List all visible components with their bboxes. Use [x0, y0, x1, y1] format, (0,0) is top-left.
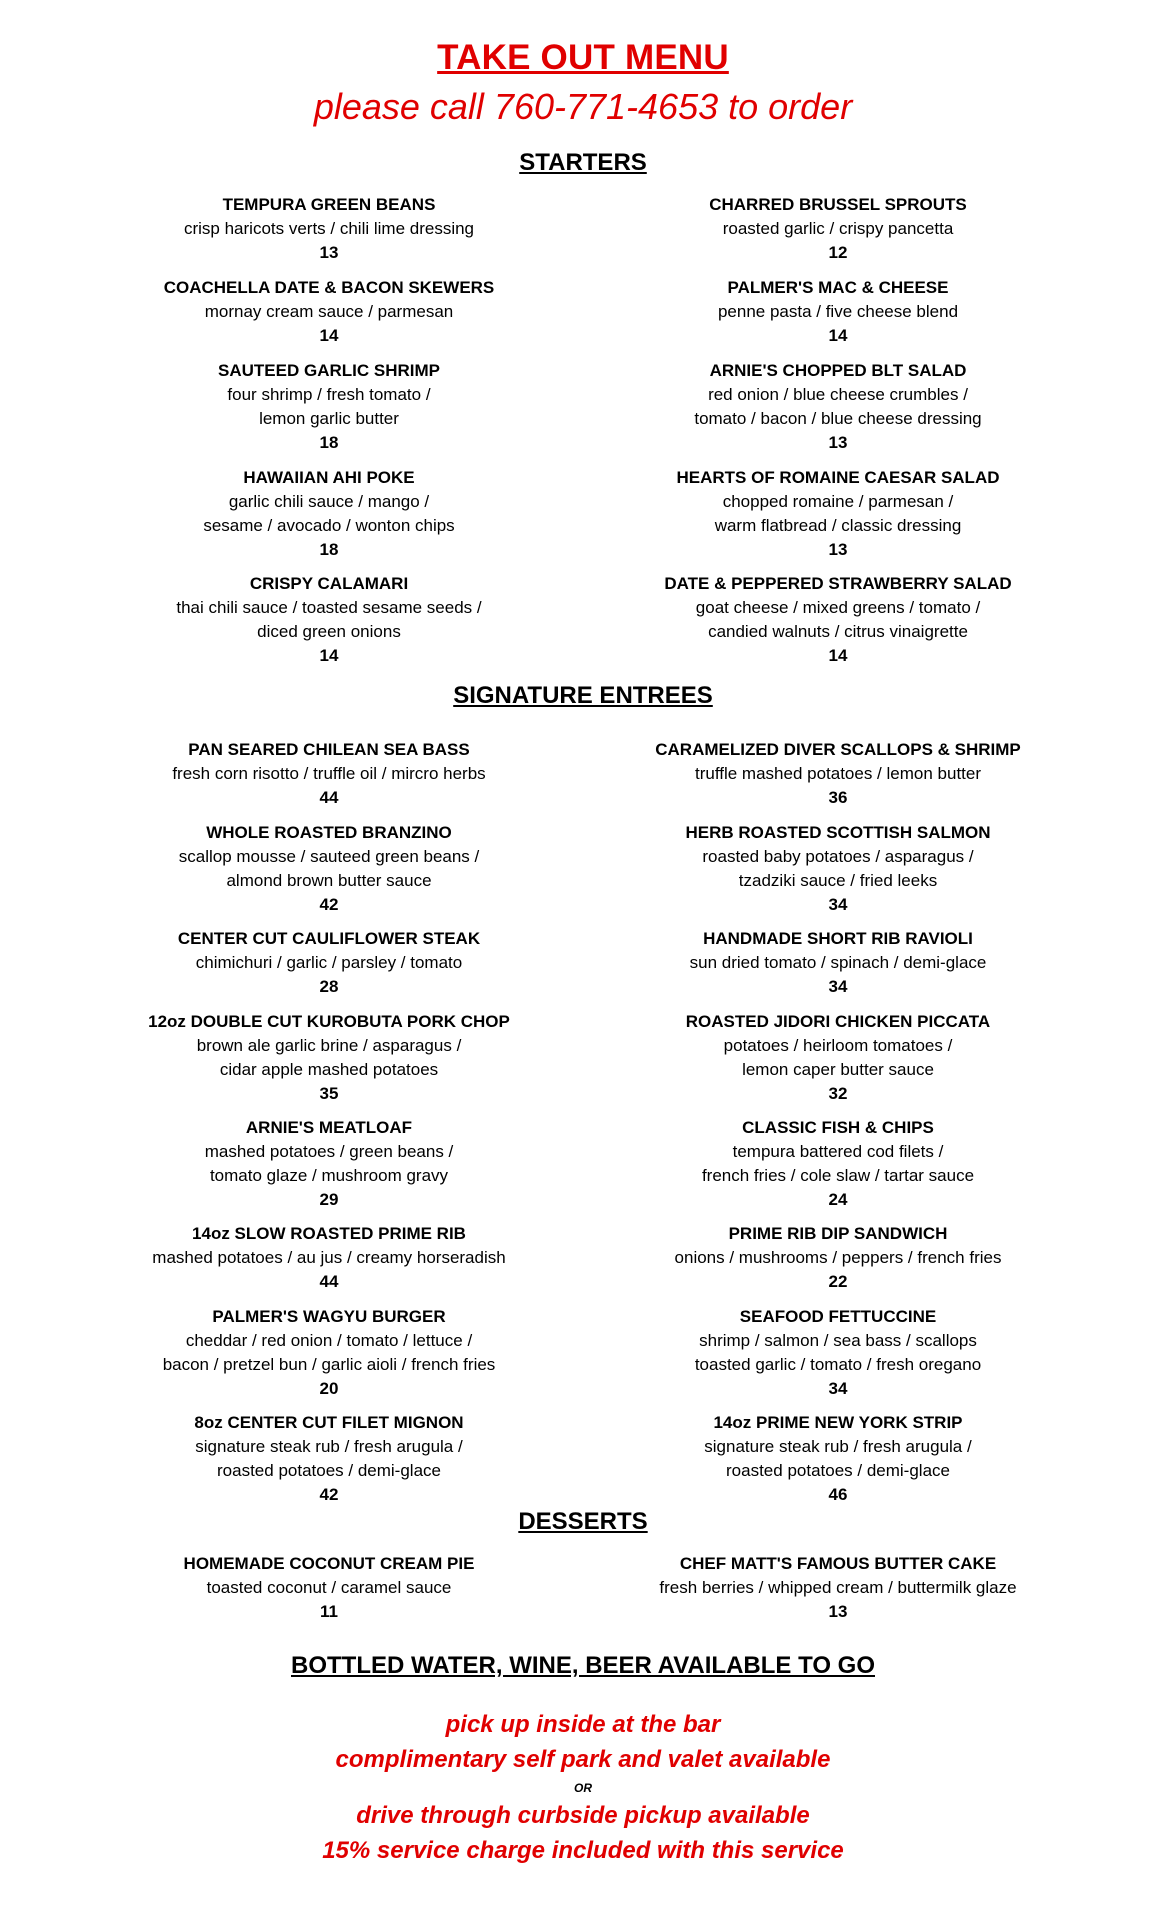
item-price: 13 — [828, 540, 848, 559]
item-description: warm flatbread / classic dressing — [714, 516, 962, 535]
menu-item — [109, 927, 549, 999]
menu-item — [109, 821, 549, 917]
item-description: mornay cream sauce / parmesan — [204, 302, 454, 321]
item-description: lemon caper butter sauce — [742, 1060, 934, 1079]
menu-item — [618, 738, 1058, 810]
item-description: cheddar / red onion / tomato / lettuce / — [185, 1331, 473, 1350]
item-name: CRISPY CALAMARI — [249, 574, 409, 593]
order-phone-line[interactable]: please call 760-771-4653 to order — [313, 86, 853, 127]
item-description: four shrimp / fresh tomato / — [227, 385, 431, 404]
item-description: roasted baby potatoes / asparagus / — [702, 847, 974, 866]
item-price: 22 — [828, 1272, 848, 1291]
item-price: 44 — [319, 788, 339, 807]
starters-heading: STARTERS — [519, 149, 647, 176]
item-description: toasted coconut / caramel sauce — [206, 1578, 452, 1597]
item-name: CARAMELIZED DIVER SCALLOPS & SHRIMP — [655, 740, 1021, 759]
menu-item — [618, 1552, 1058, 1624]
item-description: mashed potatoes / au jus / creamy horseradish — [152, 1248, 506, 1267]
item-price: 18 — [319, 433, 339, 452]
menu-item — [618, 1116, 1058, 1212]
item-description: tomato glaze / mushroom gravy — [209, 1166, 449, 1185]
menu-item — [109, 1222, 549, 1294]
item-description: tomato / bacon / blue cheese dressing — [694, 409, 982, 428]
item-description: chopped romaine / parmesan / — [722, 492, 954, 511]
item-description: goat cheese / mixed greens / tomato / — [695, 598, 981, 617]
desserts-heading: DESSERTS — [518, 1508, 648, 1535]
item-price: 34 — [828, 895, 848, 914]
menu-item — [618, 359, 1058, 455]
item-name: SAUTEED GARLIC SHRIMP — [218, 361, 440, 380]
menu-item — [109, 572, 549, 668]
item-description: diced green onions — [257, 622, 401, 641]
item-description: roasted garlic / crispy pancetta — [722, 219, 954, 238]
menu-item — [618, 1305, 1058, 1401]
menu-item — [109, 1411, 549, 1507]
item-name: COACHELLA DATE & BACON SKEWERS — [163, 278, 495, 297]
item-name: ARNIE'S MEATLOAF — [245, 1118, 413, 1137]
parking-note: complimentary self park and valet available — [335, 1746, 831, 1773]
item-description: signature steak rub / fresh arugula / — [195, 1437, 463, 1456]
item-price: 20 — [319, 1379, 339, 1398]
item-description: chimichuri / garlic / parsley / tomato — [195, 953, 463, 972]
item-description: lemon garlic butter — [259, 409, 399, 428]
item-description: shrimp / salmon / sea bass / scallops — [699, 1331, 977, 1350]
item-name: DATE & PEPPERED STRAWBERRY SALAD — [664, 574, 1012, 593]
menu-item — [109, 193, 549, 265]
item-name: SEAFOOD FETTUCCINE — [739, 1307, 937, 1326]
item-name: PALMER'S MAC & CHEESE — [727, 278, 949, 297]
menu-item — [618, 1010, 1058, 1106]
item-price: 18 — [319, 540, 339, 559]
menu-item — [618, 821, 1058, 917]
menu-item — [618, 193, 1058, 265]
item-description: signature steak rub / fresh arugula / — [704, 1437, 972, 1456]
item-description: red onion / blue cheese crumbles / — [708, 385, 968, 404]
item-price: 34 — [828, 977, 848, 996]
item-name: 12oz DOUBLE CUT KUROBUTA PORK CHOP — [148, 1012, 510, 1031]
beverages-heading: BOTTLED WATER, WINE, BEER AVAILABLE TO GO — [291, 1652, 875, 1679]
menu-item — [618, 466, 1058, 562]
menu-item — [618, 1411, 1058, 1507]
menu-item — [109, 1116, 549, 1212]
item-price: 35 — [319, 1084, 339, 1103]
entrees-heading: SIGNATURE ENTREES — [453, 682, 713, 709]
item-name: PRIME RIB DIP SANDWICH — [728, 1224, 948, 1243]
item-name: CHEF MATT'S FAMOUS BUTTER CAKE — [679, 1554, 997, 1573]
item-description: crisp haricots verts / chili lime dressing — [183, 219, 475, 238]
item-name: ROASTED JIDORI CHICKEN PICCATA — [685, 1012, 991, 1031]
menu-item — [109, 1552, 549, 1624]
item-description: sun dried tomato / spinach / demi-glace — [689, 953, 987, 972]
item-name: HANDMADE SHORT RIB RAVIOLI — [703, 929, 973, 948]
item-price: 28 — [319, 977, 339, 996]
item-price: 11 — [320, 1602, 338, 1621]
or-separator: OR — [574, 1781, 592, 1795]
item-price: 14 — [828, 326, 848, 345]
item-description: brown ale garlic brine / asparagus / — [196, 1036, 462, 1055]
item-price: 32 — [828, 1084, 848, 1103]
item-price: 42 — [319, 895, 339, 914]
item-name: HEARTS OF ROMAINE CAESAR SALAD — [676, 468, 1000, 487]
item-name: CLASSIC FISH & CHIPS — [742, 1118, 934, 1137]
menu-item — [109, 1305, 549, 1401]
item-name: CENTER CUT CAULIFLOWER STEAK — [177, 929, 481, 948]
item-description: scallop mousse / sauteed green beans / — [178, 847, 480, 866]
pickup-note: pick up inside at the bar — [445, 1711, 721, 1738]
menu-item — [109, 1010, 549, 1106]
item-description: thai chili sauce / toasted sesame seeds / — [176, 598, 482, 617]
item-name: TEMPURA GREEN BEANS — [222, 195, 436, 214]
item-description: roasted potatoes / demi-glace — [726, 1461, 950, 1480]
menu-item — [618, 572, 1058, 668]
item-description: tzadziki sauce / fried leeks — [738, 871, 938, 890]
menu-item — [109, 276, 549, 348]
item-price: 34 — [828, 1379, 848, 1398]
menu-item — [618, 927, 1058, 999]
item-name: WHOLE ROASTED BRANZINO — [206, 823, 452, 842]
item-description: garlic chili sauce / mango / — [228, 492, 430, 511]
item-description: tempura battered cod filets / — [732, 1142, 944, 1161]
item-description: mashed potatoes / green beans / — [204, 1142, 454, 1161]
menu-item — [109, 738, 549, 810]
item-description: potatoes / heirloom tomatoes / — [723, 1036, 953, 1055]
item-name: PAN SEARED CHILEAN SEA BASS — [188, 740, 470, 759]
item-price: 12 — [828, 243, 848, 262]
item-description: penne pasta / five cheese blend — [717, 302, 959, 321]
service-charge-note: 15% service charge included with this service — [322, 1837, 844, 1864]
menu-item — [109, 359, 549, 455]
item-price: 13 — [828, 1602, 848, 1621]
item-description: candied walnuts / citrus vinaigrette — [708, 622, 968, 641]
item-price: 13 — [828, 433, 848, 452]
item-price: 24 — [828, 1190, 848, 1209]
item-name: CHARRED BRUSSEL SPROUTS — [709, 195, 967, 214]
item-name: HERB ROASTED SCOTTISH SALMON — [685, 823, 991, 842]
item-description: toasted garlic / tomato / fresh oregano — [694, 1355, 982, 1374]
item-description: french fries / cole slaw / tartar sauce — [701, 1166, 975, 1185]
item-price: 13 — [319, 243, 339, 262]
item-price: 14 — [319, 326, 339, 345]
item-price: 14 — [319, 646, 339, 665]
item-price: 36 — [828, 788, 848, 807]
curbside-note: drive through curbside pickup available — [356, 1802, 810, 1829]
item-name: ARNIE'S CHOPPED BLT SALAD — [709, 361, 967, 380]
item-name: HAWAIIAN AHI POKE — [243, 468, 415, 487]
menu-title: TAKE OUT MENU — [437, 38, 729, 77]
item-price: 46 — [828, 1485, 848, 1504]
menu-item — [618, 1222, 1058, 1294]
item-price: 42 — [319, 1485, 339, 1504]
menu-item — [109, 466, 549, 562]
item-description: sesame / avocado / wonton chips — [203, 516, 455, 535]
item-name: 8oz CENTER CUT FILET MIGNON — [194, 1413, 464, 1432]
item-description: cidar apple mashed potatoes — [219, 1060, 439, 1079]
item-name: 14oz PRIME NEW YORK STRIP — [713, 1413, 963, 1432]
item-price: 29 — [319, 1190, 339, 1209]
item-description: roasted potatoes / demi-glace — [217, 1461, 441, 1480]
item-description: fresh berries / whipped cream / buttermilk glaze — [659, 1578, 1017, 1597]
item-description: almond brown butter sauce — [226, 871, 432, 890]
item-name: PALMER'S WAGYU BURGER — [212, 1307, 446, 1326]
item-description: truffle mashed potatoes / lemon butter — [694, 764, 982, 783]
item-price: 14 — [828, 646, 848, 665]
item-name: 14oz SLOW ROASTED PRIME RIB — [192, 1224, 466, 1243]
menu-item — [618, 276, 1058, 348]
item-price: 44 — [319, 1272, 339, 1291]
item-description: onions / mushrooms / peppers / french fries — [674, 1248, 1002, 1267]
item-description: fresh corn risotto / truffle oil / mircro herbs — [172, 764, 486, 783]
item-name: HOMEMADE COCONUT CREAM PIE — [183, 1554, 475, 1573]
item-description: bacon / pretzel bun / garlic aioli / french fries — [162, 1355, 496, 1374]
